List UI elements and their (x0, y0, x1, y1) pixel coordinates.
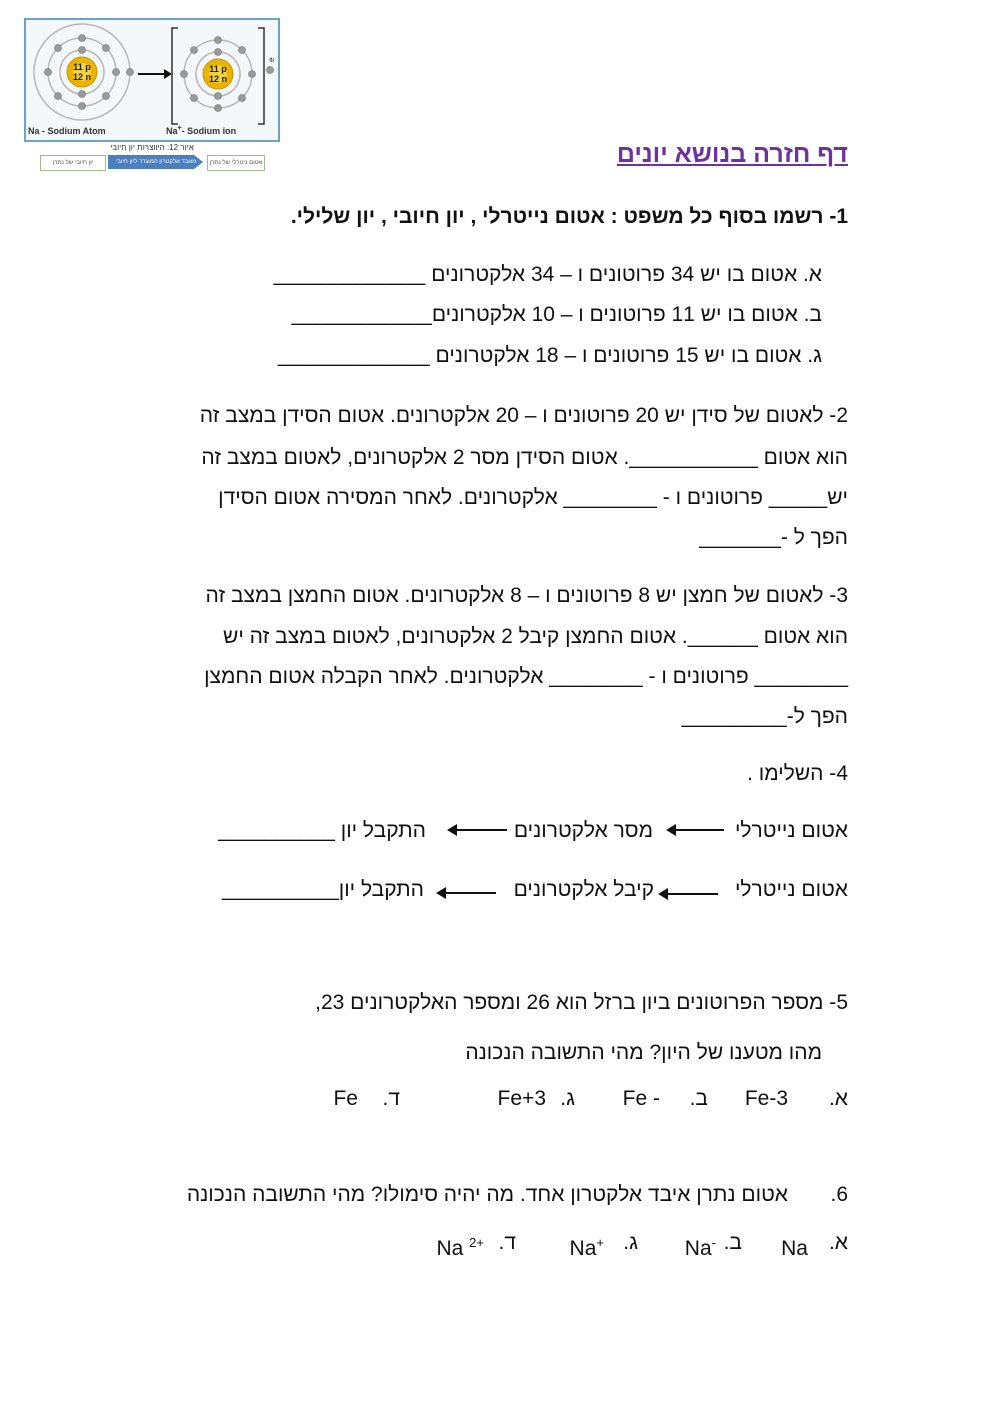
flow-box-ion: יון חיובי של נתרן (40, 155, 106, 171)
q4-row2-middle: קיבל אלקטרונים (513, 878, 654, 901)
q5-option-a-value: Fe-3 (744, 1087, 788, 1110)
q2-line-1: 2- לאטום של סידן יש 20 פרוטונים ו – 20 אלקטרונים. אטום הסידן במצב זה (199, 404, 848, 427)
q5-option-d-value: Fe (333, 1087, 358, 1110)
atom-label: Na - Sodium Atom (28, 126, 106, 136)
ion-label: Na+- Sodium ion (166, 125, 237, 136)
q4-row2-arrow-2 (438, 892, 496, 894)
q4-row1-middle: מסר אלקטרונים (513, 819, 653, 842)
q2-line-3: יש_____ פרוטונים ו - ________ אלקטרונים. לאחר המסירה אטום הסידן (218, 486, 848, 509)
q5-option-c-letter: ג. (560, 1087, 575, 1110)
q1-heading: 1- רשמו בסוף כל משפט : אטום נייטרלי , יון חיובי , יון שלילי. (290, 205, 848, 228)
q1-item-c: ג. אטום בו יש 15 פרוטונים ו – 18 אלקטרונים _____________ (277, 344, 822, 367)
q6-option-a-letter: א. (828, 1231, 848, 1254)
q5-option-c-value: Fe+3 (497, 1087, 546, 1110)
q2-line-4: הפך ל -_______ (699, 526, 848, 549)
q2-line-2: הוא אטום ___________. אטום הסידן מסר 2 אלקטרונים, לאטום במצב זה (201, 446, 848, 469)
q5-option-d-letter: ד. (382, 1087, 400, 1110)
q1-item-a: א. אטום בו יש 34 פרוטונים ו – 34 אלקטרונים _____________ (273, 263, 822, 286)
q3-line-1: 3- לאטום של חמצן יש 8 פרוטונים ו – 8 אלקטרונים. אטום החמצן במצב זה (205, 584, 848, 607)
q5-option-b-letter: ב. (689, 1087, 708, 1110)
q6-option-b-letter: ב. (723, 1231, 742, 1254)
q4-row2-arrow-1 (660, 893, 718, 895)
q4-heading: 4- השלימו . (747, 762, 848, 785)
nucleus-neutrons-text: 12 n (72, 72, 92, 82)
q5-line-1: 5- מספר הפרוטונים ביון ברזל הוא 26 ומספר האלקטרונים 23, (315, 991, 848, 1014)
ion-nucleus-protons-text: 11 p (209, 64, 227, 74)
flow-box-atom: אטום ניטרלי של נתרן (207, 155, 265, 171)
q6-number: 6. (830, 1183, 848, 1206)
q6-text: אטום נתרן איבד אלקטרון אחד. מה יהיה סימולו? מהי התשובה הנכונה (186, 1183, 788, 1206)
q4-row1-end: התקבל יון __________ (218, 819, 426, 842)
q1-item-b: ב. אטום בו יש 11 פרוטונים ו – 10 אלקטרונים____________ (291, 303, 822, 326)
q3-line-3: ________ פרוטונים ו - ________ אלקטרונים. לאחר הקבלה אטום החמצן (204, 665, 848, 688)
figure-caption: איור 12: היווצרות יון חיובי (110, 143, 194, 152)
q6-option-a-value: Na (781, 1237, 808, 1260)
page-title: דף חזרה בנושא יונים (616, 140, 848, 168)
q3-line-2: הוא אטום ______. אטום החמצן קיבל 2 אלקטרונים, לאטום במצב זה יש (223, 625, 848, 648)
q4-row1-arrow-1 (668, 829, 724, 831)
q5-line-2: מהו מטענו של היון? מהי התשובה הנכונה (465, 1041, 822, 1064)
flow-arrow-box (108, 154, 204, 170)
q6-option-c-value: Na+ (569, 1235, 604, 1260)
q6-option-c-letter: ג. (623, 1231, 638, 1254)
q4-row2-end: התקבל יון__________ (221, 878, 424, 901)
q4-row1-start: אטום נייטרלי (734, 819, 848, 842)
nucleus-protons-text: 11 p (73, 62, 91, 72)
q3-line-4: הפך ל-_________ (681, 705, 848, 728)
q6-option-d-letter: ד. (498, 1231, 516, 1254)
q4-row2-start: אטום נייטרלי (734, 878, 848, 901)
atom-diagram (26, 20, 278, 140)
sodium-ion-illustration (24, 18, 280, 142)
q4-row1-arrow-2 (449, 829, 507, 831)
q5-option-b-value: Fe - (622, 1087, 660, 1110)
lost-electron-label: e (267, 57, 276, 62)
q6-option-d-value: Na $^{2+}$ (436, 1235, 484, 1260)
flow-arrow-text: מאבד אלקטרון המוגדר ליון חיובי (115, 159, 197, 165)
ion-nucleus-neutrons-text: 12 n (208, 74, 228, 84)
q5-option-a-letter: א. (828, 1087, 848, 1110)
q6-option-b-value: Na- (684, 1235, 716, 1260)
